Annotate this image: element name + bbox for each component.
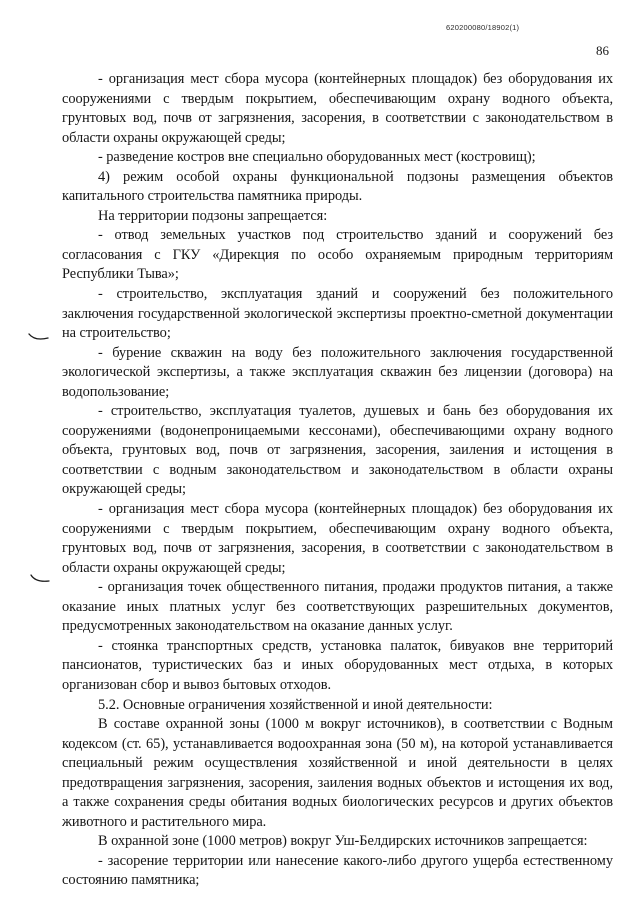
paragraph: В охранной зоне (1000 метров) вокруг Уш-Белдирских источников запрещается:	[98, 833, 588, 850]
paragraph: - организация мест сбора мусора (контейнерных площадок) без оборудования их сооружениями с твердым покрытием, обеспечивающим охрану водного объекта, грунтовых вод, почв от загрязнения, засорения, в соответствии с законодательством в области охраны окружающей среды;	[62, 71, 613, 146]
paragraph: 5.2. Основные ограничения хозяйственной и иной деятельности:	[98, 696, 493, 713]
paragraph: - отвод земельных участков под строительство зданий и сооружений без согласования с ГКУ «Дирекция по особо охраняемым природным территориям Республики Тыва»;	[62, 227, 613, 283]
paragraph: - бурение скважин на воду без положительного заключения государственной экологической экспертизы, а также эксплуатация скважин без лицензии (договора) на водопользование;	[62, 344, 613, 400]
paragraph: - разведение костров вне специально оборудованных мест (костровищ);	[98, 149, 536, 166]
paragraph: В составе охранной зоны (1000 м вокруг источников), в соответствии с Водным кодексом (ст. 65), устанавливается водоохранная зона (50 м), на которой устанавливается специальный режим осуществления хозяйственной и иной деятельности в целях предотвращения загрязнения, засорения, заиления водных объектов и истощения их вод, а также сохранения среды обитания водных биологических ресурсов и других объектов животного и растительного мира.	[62, 716, 613, 830]
paragraph: - стоянка транспортных средств, установка палаток, бивуаков вне территорий пансионатов, туристических баз и иных оборудованных мест отдыха, в которых организован сбор и вывоз бытовых отходов.	[62, 637, 613, 693]
paragraph: - строительство, эксплуатация зданий и сооружений без положительного заключения государственной экологической экспертизы проектно-сметной документации на строительство;	[62, 286, 613, 342]
paragraph: 4) режим особой охраны функциональной подзоны размещения объектов капитального строительства памятника природы.	[62, 168, 613, 205]
paragraph: - организация точек общественного питания, продажи продуктов питания, а также оказание иных платных услуг без соответствующих разрешительных документов, предусмотренных законодательством на оказание данных услуг.	[62, 579, 613, 635]
margin-check-mark	[28, 332, 50, 342]
paragraph: - засорение территории или нанесение какого-либо другого ущерба естественному состоянию памятника;	[62, 852, 613, 889]
paragraph: На территории подзоны запрещается:	[98, 207, 328, 224]
margin-check-mark	[30, 574, 52, 584]
page-number: 86	[596, 43, 609, 58]
paragraph: - организация мест сбора мусора (контейнерных площадок) без оборудования их сооружениями с твердым покрытием, обеспечивающим охрану водного объекта, грунтовых вод, почв от загрязнения, засорения, в соответствии с законодательством в области охраны окружающей среды;	[62, 501, 613, 576]
document-body	[62, 70, 613, 891]
paragraph: - строительство, эксплуатация туалетов, душевых и бань без оборудования их сооружениями (водонепроницаемыми кессонами), обеспечивающими охрану водного объекта, грунтовых вод, почв от загрязнения, засорения, заиления и истощения в соответствии с водным законодательством и законодательством в области охраны окружающей среды;	[62, 403, 613, 498]
document-code: 620200080/18902(1)	[446, 23, 520, 32]
